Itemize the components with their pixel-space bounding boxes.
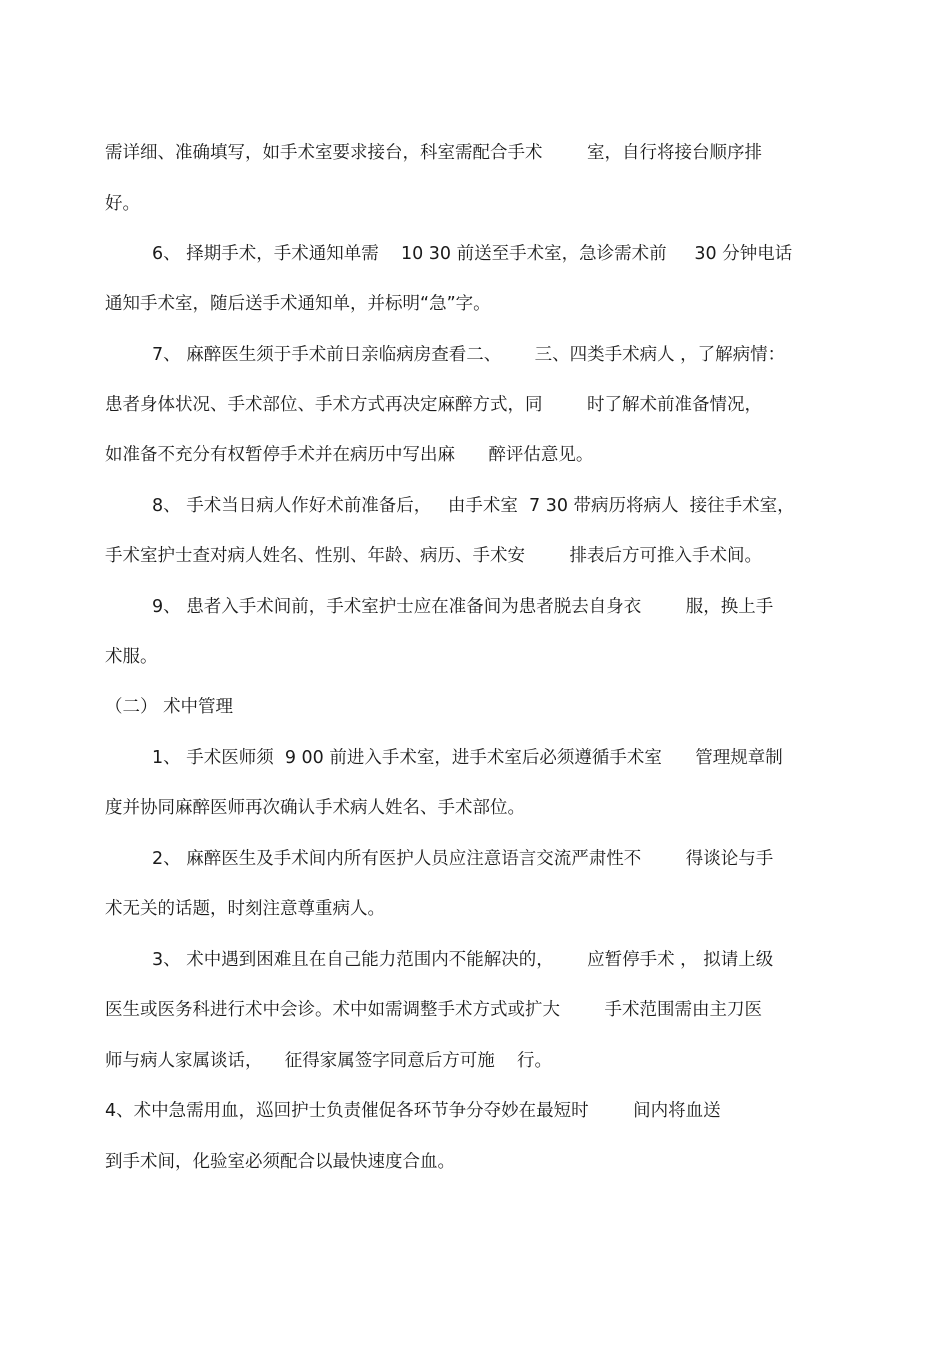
paragraph-line: 1、 手术医师须 9 00 前进入手术室，进手术室后必须遵循手术室 管理规章制 — [152, 748, 783, 768]
paragraph-line: 2、 麻醉医生及手术间内所有医护人员应注意语言交流严肃性不 得谈论与手 — [152, 849, 774, 869]
paragraph-line: 手术室护士查对病人姓名、性别、年龄、病历、手术安 排表后方可推入手术间。 — [105, 546, 762, 566]
paragraph-line: 度并协同麻醉医师再次确认手术病人姓名、手术部位。 — [105, 798, 525, 818]
paragraph-line: 术无关的话题，时刻注意尊重病人。 — [105, 899, 385, 919]
paragraph-line: 4、术中急需用血，巡回护士负责催促各环节争分夺妙在最短时 间内将血送 — [105, 1101, 721, 1121]
paragraph-line: 9、 患者入手术间前，手术室护士应在准备间为患者脱去自身衣 服，换上手 — [152, 597, 774, 617]
paragraph-line: 3、 术中遇到困难且在自己能力范围内不能解决的， 应暂停手术 ， 拟请上级 — [152, 950, 774, 970]
paragraph-line: 到手术间，化验室必须配合以最快速度合血。 — [105, 1152, 455, 1172]
paragraph-line: 好。 — [105, 194, 140, 214]
paragraph-line: 患者身体状况、手术部位、手术方式再决定麻醉方式，同 时了解术前准备情况， — [105, 395, 762, 415]
paragraph-line: 如准备不充分有权暂停手术并在病历中写出麻 醉评估意见。 — [105, 445, 594, 465]
paragraph-line: 6、 择期手术，手术通知单需 10 30 前送至手术室，急诊需术前 30 分钟电话 — [152, 244, 793, 264]
paragraph-line: 7、 麻醉医生须于手术前日亲临病房查看二、 三、四类手术病人 ，了解病情： — [152, 345, 786, 365]
paragraph-line: 医生或医务科进行术中会诊。术中如需调整手术方式或扩大 手术范围需由主刀医 — [105, 1000, 762, 1020]
paragraph-line: 8、 手术当日病人作好术前准备后， 由手术室 7 30 带病历将病人 接往手术室， — [152, 496, 795, 516]
paragraph-line: 师与病人家属谈话， 征得家属签字同意后方可施 行。 — [105, 1051, 553, 1071]
section-heading: （二） 术中管理 — [105, 697, 234, 717]
paragraph-line: 需详细、准确填写，如手术室要求接台，科室需配合手术 室，自行将接台顺序排 — [105, 143, 762, 163]
paragraph-line: 术服。 — [105, 647, 158, 667]
paragraph-line: 通知手术室，随后送手术通知单，并标明“急”字。 — [105, 294, 491, 314]
